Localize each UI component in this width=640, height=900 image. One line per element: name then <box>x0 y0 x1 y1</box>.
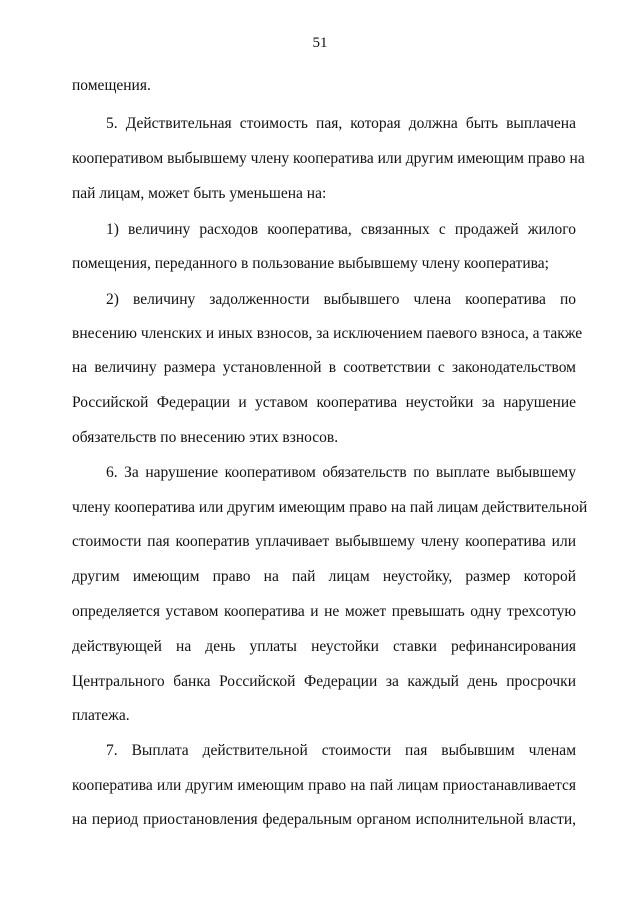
text-line: 6. За нарушение кооперативом обязательств по выплате выбывшему <box>106 464 576 481</box>
text-line: определяется уставом кооператива и не может превышать одну трехсотую <box>72 603 576 620</box>
text-line: помещения. <box>72 77 151 94</box>
text-line: внесению членских и иных взносов, за исключением паевого взноса, а также <box>72 325 583 342</box>
text-line: Российской Федерации и уставом кооператива неустойки за нарушение <box>72 394 576 411</box>
text-line: действующей на день уплаты неустойки ставки рефинансирования <box>72 638 576 655</box>
text-line: члену кооператива или другим имеющим право на пай лицам действительной <box>72 499 588 516</box>
text-line: 5. Действительная стоимость пая, которая должна быть выплачена <box>106 115 576 132</box>
page-number: 51 <box>312 35 328 51</box>
text-line: на период приостановления федеральным органом исполнительной власти, <box>72 811 576 828</box>
text-line: кооператива или другим имеющим право на пай лицам приостанавливается <box>72 777 576 794</box>
text-line: 2) величину задолженности выбывшего члена кооператива по <box>106 291 576 308</box>
text-line: помещения, переданного в пользование выбывшему члену кооператива; <box>72 255 549 272</box>
text-line: обязательств по внесению этих взносов. <box>72 429 339 446</box>
text-line: 1) величину расходов кооператива, связанных с продажей жилого <box>106 221 576 238</box>
text-line: 7. Выплата действительной стоимости пая выбывшим членам <box>106 742 576 759</box>
text-line: платежа. <box>72 707 130 724</box>
text-line: на величину размера установленной в соответствии с законодательством <box>72 359 576 376</box>
text-line: пай лицам, может быть уменьшена на: <box>72 185 327 202</box>
text-line: кооперативом выбывшему члену кооператива или другим имеющим право на <box>72 150 585 167</box>
text-line: другим имеющим право на пай лицам неустойку, размер которой <box>72 568 576 585</box>
text-line: стоимости пая кооператив уплачивает выбывшему члену кооператива или <box>72 533 576 550</box>
text-line: Центрального банка Российской Федерации за каждый день просрочки <box>72 673 576 690</box>
